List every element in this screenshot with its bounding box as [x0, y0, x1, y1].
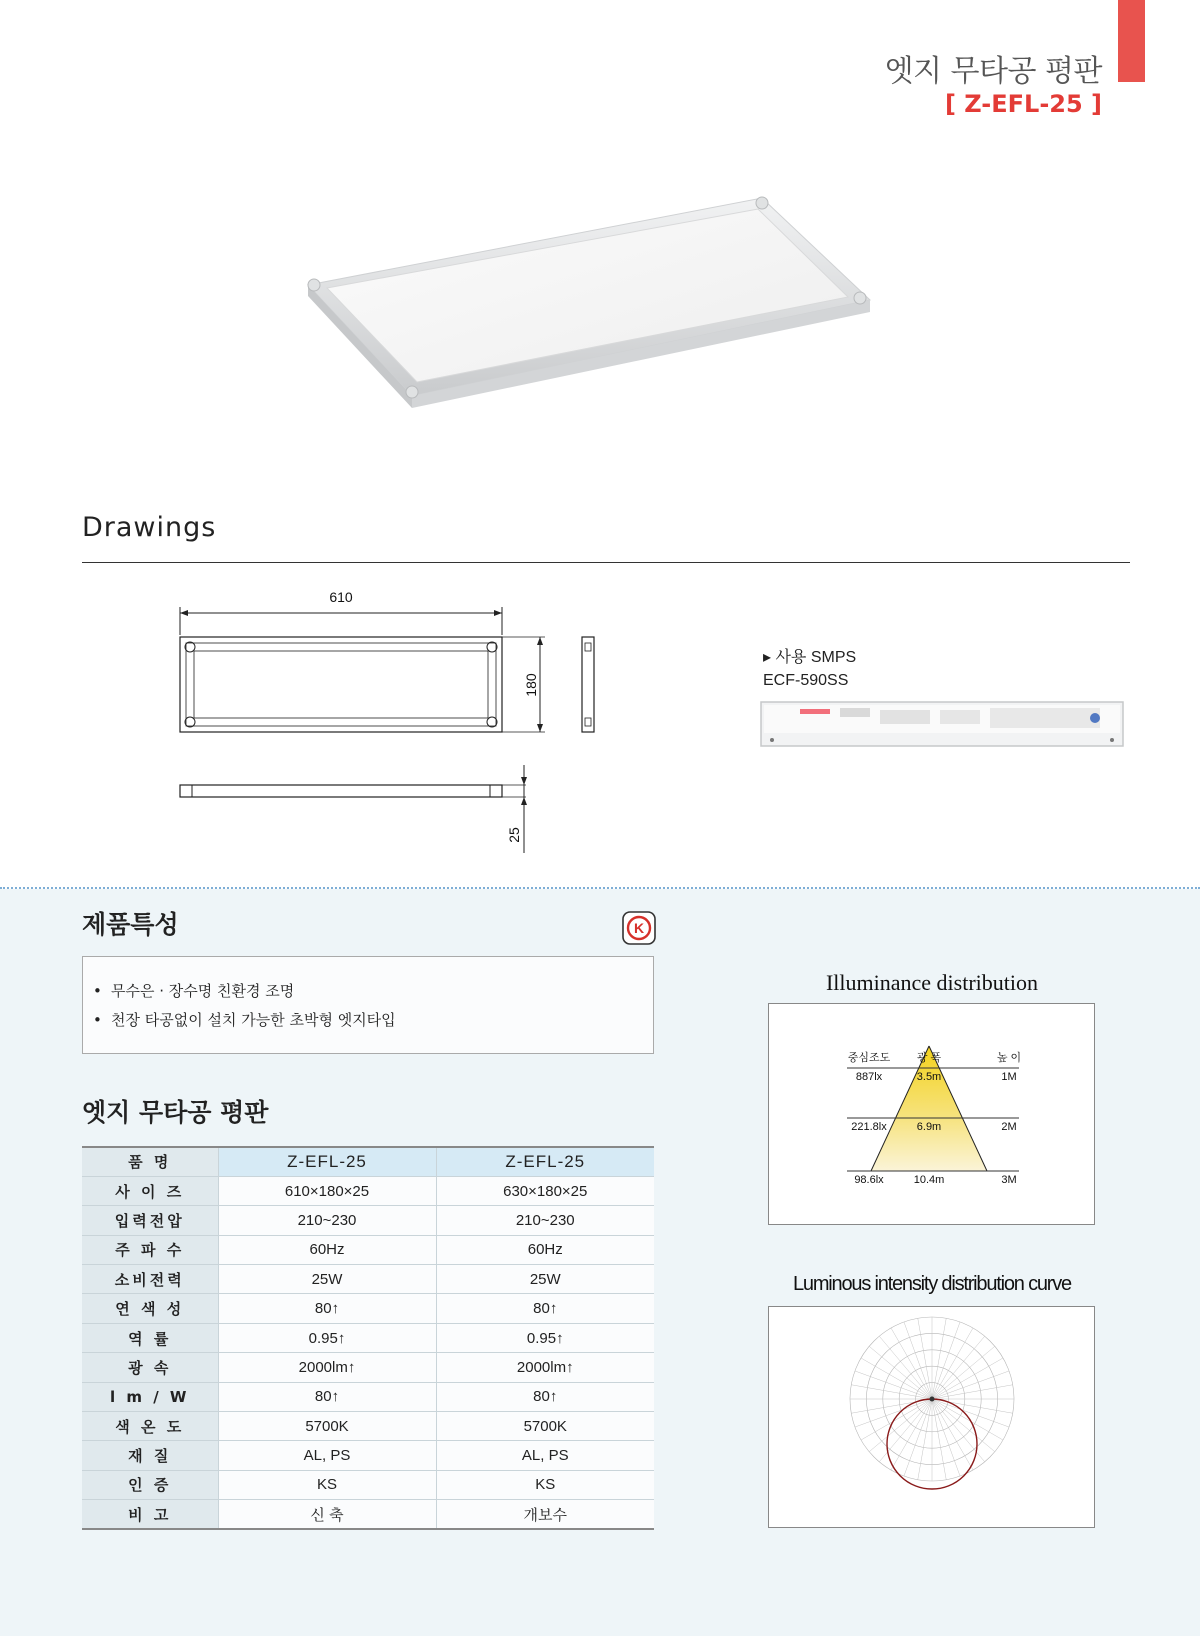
table-row [82, 1382, 654, 1411]
feature-item: • 무수은 · 장수명 친환경 조명 [93, 982, 295, 1000]
smps-unit-image [760, 700, 1125, 752]
col-width-label: 광 폭 [916, 1052, 942, 1064]
cell-value: KS [436, 1470, 654, 1499]
table-row [82, 1353, 654, 1382]
dim-height-label: 180 [523, 673, 539, 697]
section-divider [82, 562, 1130, 563]
smps-line1: ▸ 사용 SMPS [763, 649, 857, 666]
table-row [82, 1235, 654, 1264]
row-label: 입력전압 [82, 1206, 218, 1235]
smps-line2: ECF-590SS [763, 672, 849, 689]
table-row [82, 1470, 654, 1499]
feature-item: • 천장 타공없이 설치 가능한 초박형 엣지타입 [93, 1011, 396, 1029]
svg-text:K: K [633, 920, 645, 936]
features-box [82, 956, 654, 1054]
cell-value: 25W [218, 1265, 436, 1294]
dim-depth-label: 25 [506, 827, 522, 843]
cell-value: 210~230 [218, 1206, 436, 1235]
cell-value: 80↑ [218, 1382, 436, 1411]
cell-model-1: Z-EFL-25 [218, 1147, 436, 1176]
cell-value: 2000lm↑ [218, 1353, 436, 1382]
cell-value: 60Hz [436, 1235, 654, 1264]
row-label: 사 이 즈 [82, 1176, 218, 1205]
cell-value: 80↑ [436, 1382, 654, 1411]
polar-chart [769, 1307, 1096, 1529]
row-label: 인 증 [82, 1470, 218, 1499]
row-label: 주 파 수 [82, 1235, 218, 1264]
cell-value: 신 축 [218, 1500, 436, 1529]
table-row [82, 1500, 654, 1529]
beam-width-value: 10.4m [913, 1174, 945, 1186]
lux-value: 887lx [855, 1071, 883, 1083]
cell-value: 5700K [436, 1412, 654, 1441]
technical-drawing [150, 585, 600, 865]
cell-value: 개보수 [436, 1500, 654, 1529]
dotted-separator [0, 887, 1200, 889]
accent-bar [1118, 0, 1145, 82]
table-row [82, 1265, 654, 1294]
cell-value: 630×180×25 [436, 1176, 654, 1205]
cell-value: 0.95↑ [218, 1323, 436, 1352]
height-value: 2M [1001, 1121, 1017, 1133]
cell-value: 0.95↑ [436, 1323, 654, 1352]
row-label: l m / W [82, 1382, 218, 1411]
table-row [82, 1412, 654, 1441]
row-label: 재 질 [82, 1441, 218, 1470]
cell-value: KS [218, 1470, 436, 1499]
cell-value: AL, PS [436, 1441, 654, 1470]
col-center-label: 중심조도 [847, 1052, 891, 1064]
beam-width-value: 3.5m [916, 1071, 942, 1083]
illuminance-chart [769, 1004, 1096, 1226]
table-row [82, 1176, 654, 1205]
features-title: 제품특성 [82, 910, 179, 939]
cell-value: 2000lm↑ [436, 1353, 654, 1382]
height-value: 1M [1001, 1071, 1017, 1083]
cell-value: 5700K [218, 1412, 436, 1441]
row-label: 품 명 [82, 1147, 218, 1176]
col-height-label: 높 이 [996, 1052, 1022, 1064]
illuminance-chart-box [768, 1003, 1095, 1225]
cell-value: 60Hz [218, 1235, 436, 1264]
cell-value: 210~230 [436, 1206, 654, 1235]
row-label: 연 색 성 [82, 1294, 218, 1323]
cell-value: 25W [436, 1265, 654, 1294]
cell-value: 80↑ [218, 1294, 436, 1323]
ks-certification-icon [622, 911, 656, 945]
page-title: 엣지 무타공 평판 [884, 54, 1102, 89]
smps-info [763, 646, 856, 692]
spec-title: 엣지 무타공 평판 [82, 1098, 269, 1127]
row-label: 비 고 [82, 1500, 218, 1529]
drawings-heading: Drawings [82, 512, 217, 543]
table-row [82, 1206, 654, 1235]
luminous-curve-title: Luminous intensity distribution curve [793, 1273, 1071, 1295]
feature-text: 무수은 · 장수명 친환경 조명 [111, 982, 295, 1000]
illuminance-title: Illuminance distribution [825, 970, 1039, 995]
cell-value: 610×180×25 [218, 1176, 436, 1205]
model-code: [ Z-EFL-25 ] [944, 90, 1102, 118]
polar-center-dot [930, 1397, 935, 1402]
product-panel-image [300, 190, 920, 440]
table-row [82, 1147, 654, 1176]
table-row [82, 1294, 654, 1323]
beam-width-value: 6.9m [916, 1121, 942, 1133]
spec-table [82, 1146, 654, 1530]
cell-model-2: Z-EFL-25 [436, 1147, 654, 1176]
row-label: 역 률 [82, 1323, 218, 1352]
height-value: 3M [1001, 1174, 1017, 1186]
feature-text: 천장 타공없이 설치 가능한 초박형 엣지타입 [111, 1011, 396, 1029]
lux-value: 221.8lx [851, 1121, 887, 1133]
dim-width-label: 610 [329, 589, 353, 605]
cell-value: 80↑ [436, 1294, 654, 1323]
cell-value: AL, PS [218, 1441, 436, 1470]
luminous-curve-box [768, 1306, 1095, 1528]
row-label: 소비전력 [82, 1265, 218, 1294]
lux-value: 98.6lx [854, 1174, 884, 1186]
row-label: 색 온 도 [82, 1412, 218, 1441]
table-row [82, 1323, 654, 1352]
row-label: 광 속 [82, 1353, 218, 1382]
table-row [82, 1441, 654, 1470]
